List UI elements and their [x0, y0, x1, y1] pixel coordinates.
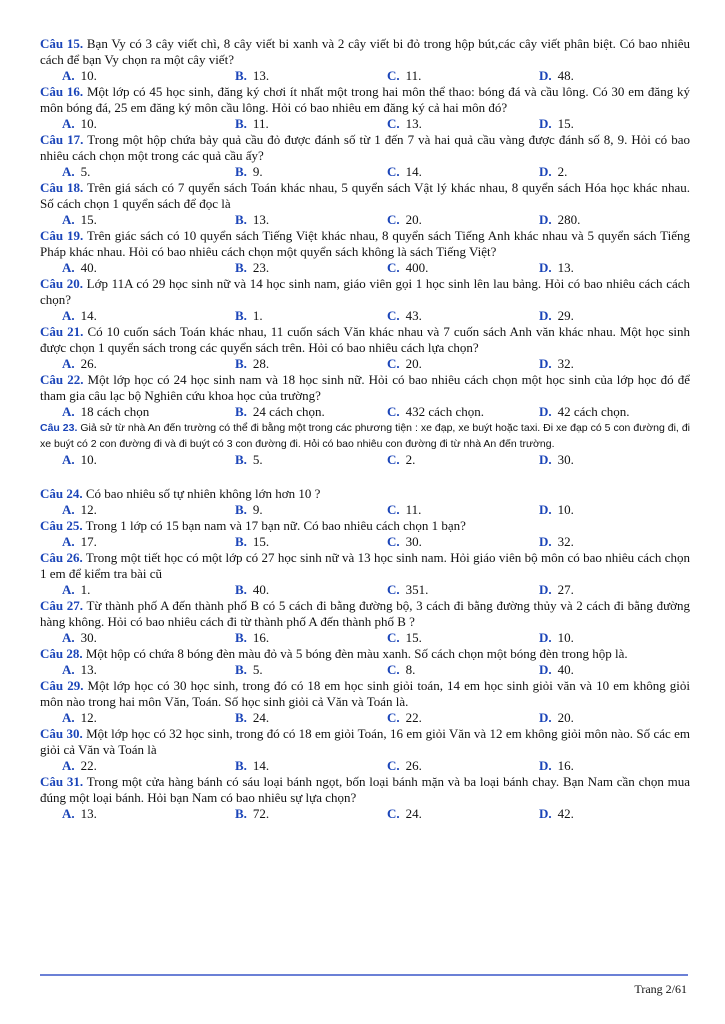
answer-option-c: [365, 710, 517, 726]
option-letter: B.: [235, 116, 247, 131]
option-letter: C.: [387, 710, 400, 725]
answer-option-d: [517, 630, 669, 646]
option-value: 43.: [405, 308, 422, 323]
option-value: 5.: [80, 164, 91, 179]
answer-option-c: [365, 630, 517, 646]
option-letter: C.: [387, 260, 400, 275]
option-value: 432 cách chọn.: [405, 404, 484, 419]
question-item: [40, 774, 690, 822]
answer-options: [40, 404, 690, 420]
option-value: 15.: [405, 630, 422, 645]
question-item: [40, 372, 690, 420]
question-text: Một hộp có chứa 8 bóng đèn màu đỏ và 5 bóng đèn màu xanh. Số cách chọn một bóng đèn trong hộp là.: [85, 646, 628, 661]
answer-option-c: [365, 260, 517, 276]
option-letter: B.: [235, 308, 247, 323]
answer-option-d: [517, 356, 669, 372]
answer-option-c: [365, 452, 517, 468]
option-letter: A.: [62, 164, 75, 179]
option-value: 13.: [405, 116, 422, 131]
question-text: Bạn Vy có 3 cây viết chì, 8 cây viết bi xanh và 2 cây viết bi đỏ trong hộp bút,các cây viết phân biệt. Có bao nhiêu cách để bạn Vy chọn ra một cây viết?: [40, 36, 690, 67]
option-value: 280.: [557, 212, 581, 227]
question-number: Câu 25.: [40, 518, 83, 533]
option-letter: C.: [387, 582, 400, 597]
question-stem: [40, 132, 690, 164]
answer-option-b: [213, 630, 365, 646]
option-letter: A.: [62, 308, 75, 323]
answer-option-d: [517, 534, 669, 550]
option-letter: D.: [539, 260, 552, 275]
option-value: 32.: [557, 356, 574, 371]
option-letter: B.: [235, 452, 247, 467]
answer-option-c: [365, 582, 517, 598]
option-value: 13.: [80, 806, 97, 821]
question-number: Câu 16.: [40, 84, 84, 99]
answer-options: [40, 452, 690, 468]
option-letter: D.: [539, 806, 552, 821]
option-value: 40.: [80, 260, 97, 275]
question-item: [40, 132, 690, 180]
question-item: [40, 468, 690, 518]
answer-option-b: [213, 164, 365, 180]
option-value: 13.: [557, 260, 574, 275]
option-letter: B.: [235, 710, 247, 725]
option-value: 15.: [80, 212, 97, 227]
option-letter: D.: [539, 710, 552, 725]
option-letter: A.: [62, 662, 75, 677]
answer-option-c: [365, 68, 517, 84]
option-value: 13.: [80, 662, 97, 677]
option-letter: B.: [235, 630, 247, 645]
question-text: Một lớp học có 32 học sinh, trong đó có 18 em giỏi Toán, 16 em giỏi Văn và 12 em không giỏi môn nào. Số các em giỏi cả Văn và Toán là: [40, 726, 691, 757]
question-item: [40, 180, 690, 228]
question-item: [40, 646, 690, 678]
answer-option-d: [517, 164, 669, 180]
question-item: [40, 550, 690, 598]
answer-option-d: [517, 116, 669, 132]
option-value: 27.: [557, 582, 574, 597]
question-stem: [40, 598, 690, 630]
question-number: Câu 19.: [40, 228, 84, 243]
question-stem: [40, 550, 690, 582]
question-number: Câu 27.: [40, 598, 84, 613]
question-number: Câu 28.: [40, 646, 83, 661]
answer-option-d: [517, 502, 669, 518]
option-letter: D.: [539, 662, 552, 677]
question-text: Trong 1 lớp có 15 bạn nam và 17 bạn nữ. Có bao nhiêu cách chọn 1 bạn?: [85, 518, 466, 533]
question-stem: [40, 228, 690, 260]
option-value: 48.: [557, 68, 574, 83]
answer-options: [40, 212, 690, 228]
question-stem: [40, 774, 690, 806]
option-value: 12.: [80, 710, 97, 725]
option-letter: D.: [539, 534, 552, 549]
option-letter: D.: [539, 582, 552, 597]
answer-option-c: [365, 662, 517, 678]
option-value: 30.: [557, 452, 574, 467]
option-letter: D.: [539, 452, 552, 467]
answer-option-c: [365, 164, 517, 180]
question-text: Một lớp học có 24 học sinh nam và 18 học sinh nữ. Hỏi có bao nhiêu cách chọn một học sinh của lớp học đó để tham gia câu lạc bộ Nghiên cứu khoa học của trường?: [40, 372, 690, 403]
answer-options: [40, 582, 690, 598]
option-value: 20.: [405, 356, 422, 371]
option-letter: B.: [235, 806, 247, 821]
answer-option-a: [40, 404, 213, 420]
question-text: Một lớp có 45 học sinh, đăng ký chơi ít nhất một trong hai môn thể thao: bóng đá và cầu lông. Có 30 em đăng ký môn bóng đá, 25 em đăng ký môn cầu lông. Hỏi có bao nhiêu em đăng ký cả hai môn đó?: [40, 84, 690, 115]
option-letter: C.: [387, 68, 400, 83]
option-value: 5.: [252, 452, 263, 467]
option-letter: C.: [387, 164, 400, 179]
option-value: 18 cách chọn: [80, 404, 150, 419]
option-value: 32.: [557, 534, 574, 549]
answer-option-d: [517, 806, 669, 822]
question-text: Trong một hộp chứa bảy quả cầu đỏ được đánh số từ 1 đến 7 và hai quả cầu vàng được đánh số 8, 9. Hỏi có bao nhiêu cách chọn một trong các quả cầu ấy?: [40, 132, 691, 163]
option-letter: D.: [539, 212, 552, 227]
option-value: 24 cách chọn.: [252, 404, 325, 419]
option-letter: D.: [539, 404, 552, 419]
question-stem: [40, 518, 690, 534]
question-number: Câu 26.: [40, 550, 83, 565]
answer-option-b: [213, 662, 365, 678]
option-value: 14.: [80, 308, 97, 323]
option-letter: A.: [62, 630, 75, 645]
answer-option-a: [40, 758, 213, 774]
question-text: Từ thành phố A đến thành phố B có 5 cách đi bằng đường bộ, 3 cách đi bằng đường thủy và 2 cách đi bằng đường hàng không. Hỏi có bao nhiêu cách đi từ thành phố A đến thành phố B ?: [40, 598, 691, 629]
option-letter: D.: [539, 758, 552, 773]
option-letter: C.: [387, 116, 400, 131]
option-value: 42.: [557, 806, 574, 821]
option-value: 15.: [557, 116, 574, 131]
option-letter: C.: [387, 356, 400, 371]
answer-option-c: [365, 758, 517, 774]
question-number: Câu 23.: [40, 422, 78, 434]
answer-option-b: [213, 534, 365, 550]
answer-option-b: [213, 356, 365, 372]
option-letter: A.: [62, 356, 75, 371]
footer-divider: [40, 974, 688, 976]
option-letter: A.: [62, 806, 75, 821]
option-value: 14.: [405, 164, 422, 179]
option-value: 40.: [557, 662, 574, 677]
answer-options: [40, 710, 690, 726]
question-number: Câu 21.: [40, 324, 84, 339]
question-text: Một lớp học có 30 học sinh, trong đó có 18 em học sinh giỏi toán, 14 em học sinh giỏi văn và 10 em không giỏi môn nào trong hai môn Văn, Toán. Số học sinh giỏi cả Văn và Toán là.: [40, 678, 690, 709]
question-stem: [40, 180, 690, 212]
option-value: 1.: [252, 308, 263, 323]
question-item: [40, 726, 690, 774]
answer-option-b: [213, 806, 365, 822]
question-stem: [40, 36, 690, 68]
answer-options: [40, 260, 690, 276]
option-value: 2.: [405, 452, 416, 467]
question-stem: [40, 84, 690, 116]
answer-option-d: [517, 260, 669, 276]
answer-option-a: [40, 212, 213, 228]
answer-option-a: [40, 502, 213, 518]
option-value: 29.: [557, 308, 574, 323]
option-letter: A.: [62, 534, 75, 549]
answer-option-c: [365, 534, 517, 550]
option-value: 10.: [557, 630, 574, 645]
option-value: 16.: [557, 758, 574, 773]
answer-option-a: [40, 806, 213, 822]
answer-option-c: [365, 356, 517, 372]
option-letter: A.: [62, 68, 75, 83]
option-value: 24.: [252, 710, 270, 725]
question-stem: [40, 324, 690, 356]
option-letter: C.: [387, 662, 400, 677]
option-value: 5.: [252, 662, 263, 677]
answer-option-d: [517, 212, 669, 228]
answer-option-a: [40, 260, 213, 276]
option-letter: D.: [539, 68, 552, 83]
option-letter: A.: [62, 452, 75, 467]
answer-option-d: [517, 404, 669, 420]
option-letter: C.: [387, 404, 400, 419]
answer-option-c: [365, 308, 517, 324]
question-stem: [40, 372, 690, 404]
answer-option-d: [517, 710, 669, 726]
option-letter: C.: [387, 534, 400, 549]
answer-option-a: [40, 308, 213, 324]
option-letter: B.: [235, 404, 247, 419]
answer-option-a: [40, 630, 213, 646]
answer-options: [40, 662, 690, 678]
option-value: 10.: [80, 68, 97, 83]
option-value: 400.: [405, 260, 429, 275]
option-value: 10.: [80, 116, 97, 131]
question-item: [40, 276, 690, 324]
option-letter: B.: [235, 758, 247, 773]
question-text: Trong một cửa hàng bánh có sáu loại bánh ngọt, bốn loại bánh mặn và ba loại bánh chay. Bạn Nam cần chọn mua đúng một loại bánh. Hỏi bạn Nam có bao nhiêu sự lựa chọn?: [40, 774, 691, 805]
option-letter: A.: [62, 212, 75, 227]
question-text: Trên giác sách có 10 quyển sách Tiếng Việt khác nhau, 8 quyển sách Tiếng Anh khác nhau và 5 quyển sách Tiếng Pháp khác nhau. Hỏi có bao nhiêu cách chọn một quyển sách không là sách Tiếng Việt?: [40, 228, 691, 259]
option-letter: D.: [539, 630, 552, 645]
answer-option-b: [213, 68, 365, 84]
question-item: [40, 420, 690, 468]
option-value: 2.: [557, 164, 568, 179]
answer-option-a: [40, 534, 213, 550]
question-item: [40, 36, 690, 84]
question-text: Giả sử từ nhà An đến trường có thể đi bằng một trong các phương tiện : xe đạp, xe buýt hoặc taxi. Đi xe đạp có 5 con đường đi, đi xe buýt có 2 con đường đi và đi buýt có 3 con đường đi. Hỏi có bao nhiêu con đường đi từ nhà An đến trường.: [40, 422, 690, 450]
question-stem: [40, 486, 690, 502]
option-value: 12.: [80, 502, 97, 517]
question-number: Câu 30.: [40, 726, 83, 741]
question-text: Trên giá sách có 7 quyển sách Toán khác nhau, 5 quyển sách Vật lý khác nhau, 8 quyển sách Hóa học khác nhau. Số cách chọn 1 quyển sách để đọc là: [40, 180, 691, 211]
option-value: 40.: [252, 582, 270, 597]
option-value: 351.: [405, 582, 429, 597]
option-letter: B.: [235, 662, 247, 677]
option-letter: D.: [539, 502, 552, 517]
option-letter: C.: [387, 630, 400, 645]
option-letter: A.: [62, 758, 75, 773]
question-item: [40, 598, 690, 646]
question-stem: [40, 678, 690, 710]
answer-option-d: [517, 758, 669, 774]
answer-options: [40, 308, 690, 324]
question-stem: [40, 726, 690, 758]
option-value: 22.: [405, 710, 422, 725]
option-letter: A.: [62, 582, 75, 597]
question-stem: [40, 646, 690, 662]
question-number: Câu 24.: [40, 486, 83, 501]
option-value: 8.: [405, 662, 416, 677]
answer-options: [40, 758, 690, 774]
option-letter: B.: [235, 582, 247, 597]
option-letter: B.: [235, 164, 247, 179]
answer-option-d: [517, 452, 669, 468]
question-text: Có 10 cuốn sách Toán khác nhau, 11 cuốn sách Văn khác nhau và 7 cuốn sách Anh văn khác nhau. Một học sinh được chọn 1 quyển sách trong các quyển sách trên. Hỏi có bao nhiêu cách lựa chọn?: [40, 324, 691, 355]
answer-option-b: [213, 404, 365, 420]
question-stem: [40, 276, 690, 308]
option-letter: B.: [235, 68, 247, 83]
option-letter: D.: [539, 308, 552, 323]
answer-option-c: [365, 212, 517, 228]
option-letter: D.: [539, 164, 552, 179]
option-value: 23.: [252, 260, 270, 275]
answer-options: [40, 356, 690, 372]
option-value: 30.: [405, 534, 422, 549]
option-value: 9.: [252, 164, 263, 179]
option-value: 13.: [252, 212, 270, 227]
option-letter: C.: [387, 758, 400, 773]
answer-option-b: [213, 452, 365, 468]
answer-option-c: [365, 806, 517, 822]
question-item: [40, 228, 690, 276]
option-value: 30.: [80, 630, 97, 645]
question-list: [40, 36, 690, 822]
answer-option-b: [213, 212, 365, 228]
answer-options: [40, 164, 690, 180]
option-value: 17.: [80, 534, 97, 549]
answer-option-a: [40, 356, 213, 372]
question-number: Câu 29.: [40, 678, 84, 693]
option-letter: A.: [62, 404, 75, 419]
option-letter: C.: [387, 212, 400, 227]
question-text: Có bao nhiêu số tự nhiên không lớn hơn 10 ?: [85, 486, 321, 501]
option-value: 28.: [252, 356, 270, 371]
question-number: Câu 31.: [40, 774, 84, 789]
option-value: 9.: [252, 502, 263, 517]
question-text: Lớp 11A có 29 học sinh nữ và 14 học sinh nam, giáo viên gọi 1 học sinh lên lau bảng. Hỏi có bao nhiêu cách cách chọn?: [40, 276, 691, 307]
answer-option-c: [365, 404, 517, 420]
answer-option-b: [213, 710, 365, 726]
answer-option-a: [40, 710, 213, 726]
answer-option-a: [40, 116, 213, 132]
question-item: [40, 678, 690, 726]
answer-option-c: [365, 502, 517, 518]
option-value: 22.: [80, 758, 97, 773]
option-value: 42 cách chọn.: [557, 404, 630, 419]
option-value: 26.: [80, 356, 97, 371]
option-value: 16.: [252, 630, 270, 645]
answer-options: [40, 68, 690, 84]
option-letter: C.: [387, 452, 400, 467]
answer-option-b: [213, 502, 365, 518]
option-letter: D.: [539, 356, 552, 371]
option-value: 26.: [405, 758, 422, 773]
answer-option-a: [40, 582, 213, 598]
option-value: 15.: [252, 534, 270, 549]
option-value: 11.: [405, 502, 422, 517]
option-letter: B.: [235, 534, 247, 549]
answer-options: [40, 534, 690, 550]
question-text: Trong một tiết học có một lớp có 27 học sinh nữ và 13 học sinh nam. Hỏi giáo viên bộ môn có bao nhiêu cách chọn 1 em để kiểm tra bài cũ: [40, 550, 690, 581]
answer-option-b: [213, 260, 365, 276]
answer-option-c: [365, 116, 517, 132]
question-number: Câu 17.: [40, 132, 84, 147]
answer-option-b: [213, 758, 365, 774]
option-letter: B.: [235, 260, 247, 275]
answer-option-d: [517, 662, 669, 678]
option-letter: C.: [387, 308, 400, 323]
question-number: Câu 18.: [40, 180, 84, 195]
option-letter: A.: [62, 502, 75, 517]
answer-option-a: [40, 164, 213, 180]
option-value: 20.: [405, 212, 422, 227]
answer-options: [40, 630, 690, 646]
page-number: Trang 2/61: [634, 982, 687, 996]
answer-option-d: [517, 582, 669, 598]
option-value: 10.: [80, 452, 97, 467]
answer-option-b: [213, 582, 365, 598]
answer-option-b: [213, 308, 365, 324]
question-number: Câu 15.: [40, 36, 84, 51]
answer-options: [40, 806, 690, 822]
option-letter: B.: [235, 502, 247, 517]
question-item: [40, 324, 690, 372]
option-value: 72.: [252, 806, 270, 821]
option-letter: A.: [62, 710, 75, 725]
question-number: Câu 22.: [40, 372, 84, 387]
option-letter: B.: [235, 212, 247, 227]
option-letter: A.: [62, 116, 75, 131]
option-value: 13.: [252, 68, 270, 83]
answer-option-b: [213, 116, 365, 132]
question-stem: [40, 420, 690, 452]
answer-options: [40, 502, 690, 518]
option-value: 11.: [252, 116, 269, 131]
answer-option-d: [517, 308, 669, 324]
option-value: 1.: [80, 582, 91, 597]
option-value: 10.: [557, 502, 574, 517]
option-letter: C.: [387, 806, 400, 821]
option-letter: D.: [539, 116, 552, 131]
answer-option-d: [517, 68, 669, 84]
answer-option-a: [40, 452, 213, 468]
question-item: [40, 84, 690, 132]
option-letter: C.: [387, 502, 400, 517]
answer-option-a: [40, 662, 213, 678]
question-item: [40, 518, 690, 550]
option-value: 20.: [557, 710, 574, 725]
answer-options: [40, 116, 690, 132]
option-value: 24.: [405, 806, 422, 821]
answer-option-a: [40, 68, 213, 84]
option-letter: A.: [62, 260, 75, 275]
question-number: Câu 20.: [40, 276, 84, 291]
option-value: 14.: [252, 758, 270, 773]
option-value: 11.: [405, 68, 422, 83]
option-letter: B.: [235, 356, 247, 371]
